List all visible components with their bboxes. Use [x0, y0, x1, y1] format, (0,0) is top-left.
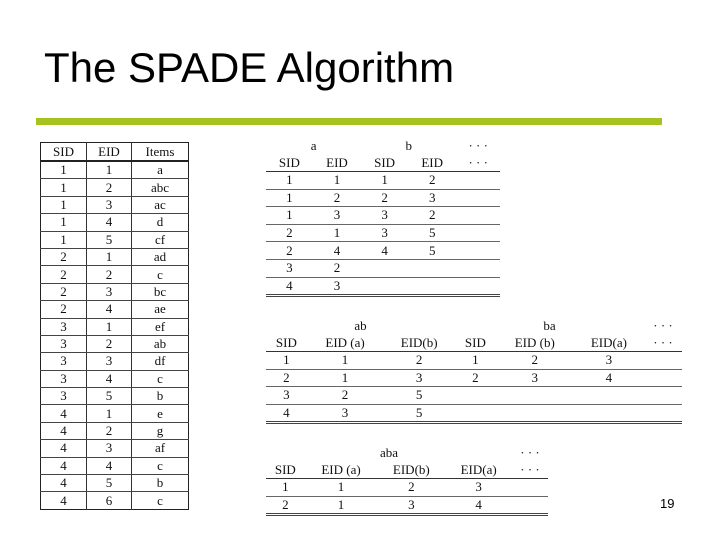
- table-cell: c: [132, 370, 189, 387]
- table-cell: 3: [574, 352, 644, 370]
- column-header: · · ·: [512, 461, 548, 479]
- table-cell: 2: [87, 422, 132, 439]
- table-row: [41, 475, 189, 492]
- table-cell: [574, 404, 644, 423]
- table-cell: [456, 277, 500, 296]
- table-cell: 1: [305, 496, 378, 515]
- table-cell: abc: [132, 179, 189, 196]
- table-cell: 1: [41, 196, 87, 213]
- table-cell: 1: [305, 479, 378, 497]
- table-row: [41, 335, 189, 352]
- table-cell: 2: [87, 179, 132, 196]
- table-row: [41, 388, 189, 405]
- table-cell: 4: [41, 457, 87, 474]
- table-cell: 3: [377, 496, 445, 515]
- table-row: [41, 196, 189, 213]
- table-cell: 2: [41, 301, 87, 318]
- table-cell: 1: [307, 352, 384, 370]
- table-cell: ac: [132, 196, 189, 213]
- table-cell: a: [132, 161, 189, 179]
- table-cell: 2: [266, 369, 307, 387]
- table-row: [41, 301, 189, 318]
- title-underline: [36, 118, 662, 125]
- table-cell: [496, 404, 574, 423]
- table-cell: 3: [41, 388, 87, 405]
- column-header: SID: [266, 154, 313, 172]
- column-header: Items: [132, 143, 189, 162]
- idlist-length1-table: [266, 138, 500, 297]
- table-cell: [456, 189, 500, 207]
- table-cell: [456, 224, 500, 242]
- table-cell: 2: [496, 352, 574, 370]
- table-cell: 3: [361, 224, 408, 242]
- table-cell: e: [132, 405, 189, 422]
- column-header: EID (a): [307, 334, 384, 352]
- table-cell: 1: [307, 369, 384, 387]
- column-header: SID: [41, 143, 87, 162]
- column-header: EID: [87, 143, 132, 162]
- table-cell: 1: [266, 172, 313, 190]
- column-header: SID: [266, 461, 305, 479]
- table-cell: 4: [41, 405, 87, 422]
- table-cell: 2: [266, 496, 305, 515]
- table-cell: 1: [87, 318, 132, 335]
- table-cell: 4: [361, 242, 408, 260]
- table-cell: 3: [41, 318, 87, 335]
- table-row: [266, 207, 500, 225]
- table-cell: 5: [408, 242, 456, 260]
- table-cell: 4: [266, 277, 313, 296]
- table-row: [41, 231, 189, 248]
- table-cell: 4: [87, 214, 132, 231]
- table-cell: ad: [132, 248, 189, 265]
- table-cell: 1: [266, 352, 307, 370]
- table-cell: 3: [87, 353, 132, 370]
- table-cell: af: [132, 440, 189, 457]
- table-cell: 3: [313, 277, 361, 296]
- table-cell: 3: [41, 353, 87, 370]
- table-cell: [644, 369, 682, 387]
- table-cell: 2: [408, 207, 456, 225]
- table-cell: 2: [383, 352, 455, 370]
- table-cell: 6: [87, 492, 132, 509]
- idlist-length2-table: [266, 318, 682, 424]
- table-cell: c: [132, 266, 189, 283]
- table-row: [41, 161, 189, 179]
- column-header: EID(a): [574, 334, 644, 352]
- table-cell: g: [132, 422, 189, 439]
- table-row: [41, 266, 189, 283]
- table-cell: [455, 387, 496, 405]
- group-label: ba: [543, 318, 556, 333]
- table-row: [266, 224, 500, 242]
- table-cell: 2: [361, 189, 408, 207]
- table-cell: [496, 387, 574, 405]
- table-cell: 1: [87, 405, 132, 422]
- table-cell: 2: [266, 224, 313, 242]
- table-row: [266, 369, 682, 387]
- table-cell: 4: [87, 301, 132, 318]
- table-row: [266, 189, 500, 207]
- group-ellipsis: · · ·: [653, 318, 673, 333]
- table-cell: 4: [41, 422, 87, 439]
- table-cell: 1: [266, 207, 313, 225]
- table-cell: [408, 277, 456, 296]
- table-cell: 1: [313, 172, 361, 190]
- table-cell: 4: [87, 370, 132, 387]
- table-cell: 5: [87, 475, 132, 492]
- table-cell: 5: [383, 387, 455, 405]
- sequence-database-table: [40, 142, 189, 510]
- table-cell: 1: [266, 189, 313, 207]
- table-cell: d: [132, 214, 189, 231]
- column-header: · · ·: [644, 334, 682, 352]
- table-cell: [644, 387, 682, 405]
- table-cell: 4: [445, 496, 512, 515]
- table-cell: 1: [41, 231, 87, 248]
- table-cell: 1: [361, 172, 408, 190]
- table-cell: 2: [313, 189, 361, 207]
- group-label: ab: [354, 318, 367, 333]
- table-cell: c: [157, 492, 163, 508]
- table-row: [266, 352, 682, 370]
- table-row: [266, 259, 500, 277]
- table-cell: 1: [87, 161, 132, 179]
- table-cell: b: [132, 475, 189, 492]
- table-cell: 4: [41, 440, 87, 457]
- column-header: · · ·: [456, 154, 500, 172]
- table-cell: [408, 259, 456, 277]
- table-cell: 5: [87, 388, 132, 405]
- column-header: SID: [361, 154, 408, 172]
- group-label: aba: [379, 445, 398, 460]
- column-header: EID (a): [305, 461, 378, 479]
- table-cell: 2: [377, 479, 445, 497]
- table-cell: [456, 207, 500, 225]
- table-cell: 3: [41, 370, 87, 387]
- table-cell: 4: [574, 369, 644, 387]
- table-cell: 4: [41, 475, 87, 492]
- table-cell: ae: [132, 301, 189, 318]
- table-cell: [456, 259, 500, 277]
- table-cell: 3: [496, 369, 574, 387]
- idlist-length3-table: [266, 445, 548, 516]
- table-cell: 2: [41, 283, 87, 300]
- table-cell: [455, 404, 496, 423]
- table-cell: 3: [87, 440, 132, 457]
- column-header: EID: [408, 154, 456, 172]
- table-row: [41, 248, 189, 265]
- table-cell: 2: [87, 266, 132, 283]
- table-cell: [361, 277, 408, 296]
- table-cell: 3: [87, 196, 132, 213]
- column-header: EID(a): [445, 461, 512, 479]
- table-cell: ef: [132, 318, 189, 335]
- table-cell: b: [132, 388, 189, 405]
- table-row: [41, 370, 189, 387]
- table-row: [41, 318, 189, 335]
- table-cell: df: [132, 353, 189, 370]
- table-row: [41, 422, 189, 439]
- table-cell: 2: [455, 369, 496, 387]
- table-cell: 1: [41, 161, 87, 179]
- table-cell: 5: [87, 231, 132, 248]
- table-row: [41, 405, 189, 422]
- table-cell: 1: [41, 179, 87, 196]
- table-cell: bc: [132, 283, 189, 300]
- table-cell: [512, 479, 548, 497]
- table-row: [41, 457, 189, 474]
- table-cell: [512, 496, 548, 515]
- table-cell: 1: [455, 352, 496, 370]
- table-row: [41, 214, 189, 231]
- table-cell: 5: [408, 224, 456, 242]
- table-cell: 2: [41, 266, 87, 283]
- table-cell: 3: [266, 387, 307, 405]
- table-cell: 3: [445, 479, 512, 497]
- table-cell: [361, 259, 408, 277]
- table-cell: c: [132, 457, 189, 474]
- page-number: 19: [660, 496, 675, 511]
- table-row: [41, 283, 189, 300]
- slide-title: The SPADE Algorithm: [44, 44, 455, 91]
- group-ellipsis: · · ·: [468, 138, 488, 153]
- table-cell: 3: [361, 207, 408, 225]
- table-cell: 1: [266, 479, 305, 497]
- column-header: EID (b): [496, 334, 574, 352]
- table-row: [266, 242, 500, 260]
- table-cell: 4: [87, 457, 132, 474]
- table-cell: [644, 352, 682, 370]
- table-row: [41, 440, 189, 457]
- table-cell: 3: [408, 189, 456, 207]
- table-cell: 3: [266, 259, 313, 277]
- group-label: b: [405, 138, 413, 153]
- table-cell: cf: [132, 231, 189, 248]
- table-row: [266, 277, 500, 296]
- table-cell: 1: [41, 214, 87, 231]
- table-cell: 3: [41, 335, 87, 352]
- table-cell: 4: [313, 242, 361, 260]
- column-header: SID: [266, 334, 307, 352]
- table-cell: 2: [87, 335, 132, 352]
- table-cell: 4: [266, 404, 307, 423]
- table-row: [266, 479, 548, 497]
- group-label: a: [310, 138, 317, 153]
- table-row: [266, 496, 548, 515]
- column-header: EID(b): [383, 334, 455, 352]
- table-cell: 2: [41, 248, 87, 265]
- column-header: SID: [455, 334, 496, 352]
- table-cell: [644, 404, 682, 423]
- table-cell: [574, 387, 644, 405]
- table-row: [266, 172, 500, 190]
- table-cell: 5: [383, 404, 455, 423]
- table-cell: 2: [307, 387, 384, 405]
- table-cell: 3: [313, 207, 361, 225]
- table-row: [266, 387, 682, 405]
- group-ellipsis: · · ·: [520, 445, 540, 460]
- table-cell: 1: [313, 224, 361, 242]
- table-cell: [456, 172, 500, 190]
- column-header: EID: [313, 154, 361, 172]
- table-cell: 3: [307, 404, 384, 423]
- table-cell: [456, 242, 500, 260]
- table-cell: 2: [266, 242, 313, 260]
- table-cell: 3: [383, 369, 455, 387]
- table-cell: 3: [87, 283, 132, 300]
- table-row: [41, 179, 189, 196]
- table-cell: 1: [87, 248, 132, 265]
- column-header: EID(b): [377, 461, 445, 479]
- table-row: [266, 404, 682, 423]
- table-row: [41, 492, 189, 509]
- table-row: [41, 353, 189, 370]
- table-cell: 4: [41, 492, 87, 509]
- table-cell: ab: [132, 335, 189, 352]
- table-cell: 2: [313, 259, 361, 277]
- table-cell: 2: [408, 172, 456, 190]
